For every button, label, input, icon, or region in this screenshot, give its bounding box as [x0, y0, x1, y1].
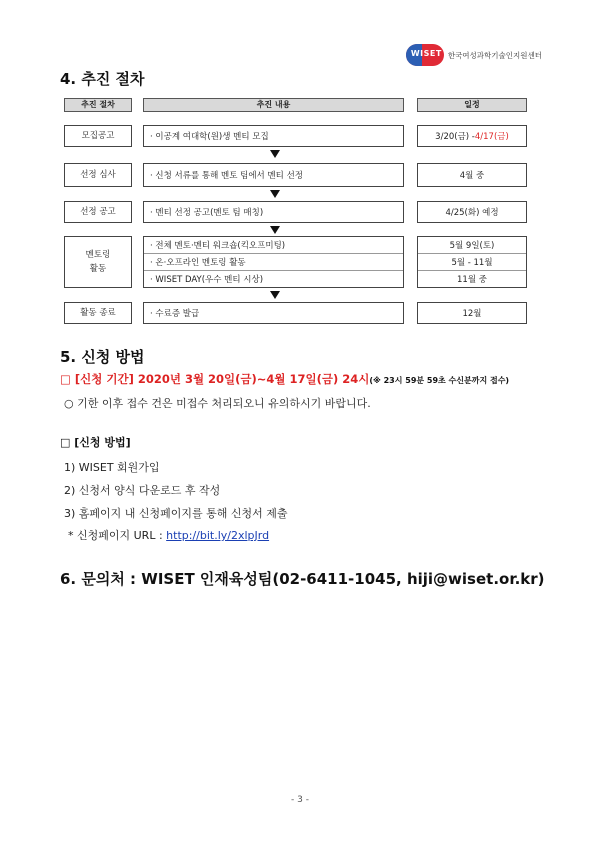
arrow-down-icon [270, 190, 280, 198]
content-item: · 온·오프라인 멘토링 활동 [144, 253, 403, 270]
method-step: 1) WISET 회원가입 [64, 461, 160, 474]
step-schedule-mentoring [417, 236, 527, 288]
application-url-line [68, 527, 269, 543]
step-content-mentoring [143, 236, 404, 288]
step-content-recruit: · 이공계 여대학(원)생 멘티 모집 [143, 125, 404, 147]
wiset-logo-mark [406, 44, 444, 66]
schedule-item: 11월 중 [418, 270, 526, 287]
arrow-down-icon [270, 150, 280, 158]
period-warning: ○ 기한 이후 접수 건은 미접수 처리되오니 유의하시기 바랍니다. [64, 397, 371, 410]
application-period [60, 371, 509, 387]
method-step: 3) 홈페이지 내 신청페이지를 통해 신청서 제출 [64, 507, 288, 520]
step-schedule-review: 4월 중 [417, 163, 527, 187]
logo-org-name: 한국여성과학기술인지원센터 [447, 50, 542, 60]
logo-mark-text: WISET [410, 49, 442, 58]
url-label: * 신청페이지 URL : [68, 529, 167, 542]
period-text: □ [신청 기간] 2020년 3월 20일(금)~4월 17일(금) 24시 [60, 372, 370, 386]
step-label-completion: 활동 종료 [64, 302, 132, 324]
method-title: □ [신청 방법] [60, 436, 131, 449]
step-schedule-completion: 12월 [417, 302, 527, 324]
section-6-title: 6. 문의처 : WISET 인재육성팀(02-6411-1045, hiji@wiset.or.kr) [60, 570, 545, 588]
step-content-review: · 신청 서류를 통해 멘토 팀에서 멘티 선정 [143, 163, 404, 187]
schedule-item: 5월 9일(토) [449, 241, 495, 251]
wiset-logo [406, 44, 542, 66]
content-item: · WISET DAY(우수 멘티 시상) [144, 270, 403, 287]
header-procedure: 추진 절차 [64, 98, 132, 112]
step-content-completion: · 수료증 발급 [143, 302, 404, 324]
section-4-title: 4. 추진 절차 [60, 70, 145, 88]
arrow-down-icon [270, 291, 280, 299]
label-line: 멘토링 [85, 250, 111, 260]
header-content: 추진 내용 [143, 98, 404, 112]
method-step: 2) 신청서 양식 다운로드 후 작성 [64, 484, 221, 497]
step-content-announce: · 멘티 선정 공고(멘토 팀 매칭) [143, 201, 404, 223]
period-note: (※ 23시 59분 59초 수신분까지 접수) [369, 376, 510, 385]
step-schedule-announce: 4/25(화) 예정 [417, 201, 527, 223]
step-label-mentoring [64, 236, 132, 288]
page-number: - 3 - [291, 795, 309, 805]
content-item: · 전체 멘토·멘티 워크숍(킥오프미팅) [150, 241, 286, 251]
step-label-review: 선정 심사 [64, 163, 132, 187]
section-5-title: 5. 신청 방법 [60, 348, 145, 366]
step-label-announce: 선정 공고 [64, 201, 132, 223]
schedule-deadline: 4/17(금) [474, 132, 509, 142]
header-schedule: 일정 [417, 98, 527, 112]
schedule-start: 3/20(금) - [435, 132, 475, 142]
label-line: 활동 [89, 264, 107, 274]
arrow-down-icon [270, 226, 280, 234]
application-url-link[interactable]: http://bit.ly/2xlpJrd [166, 529, 270, 542]
step-schedule-recruit [417, 125, 527, 147]
step-label-recruit: 모집공고 [64, 125, 132, 147]
schedule-item: 5월 - 11월 [418, 253, 526, 270]
